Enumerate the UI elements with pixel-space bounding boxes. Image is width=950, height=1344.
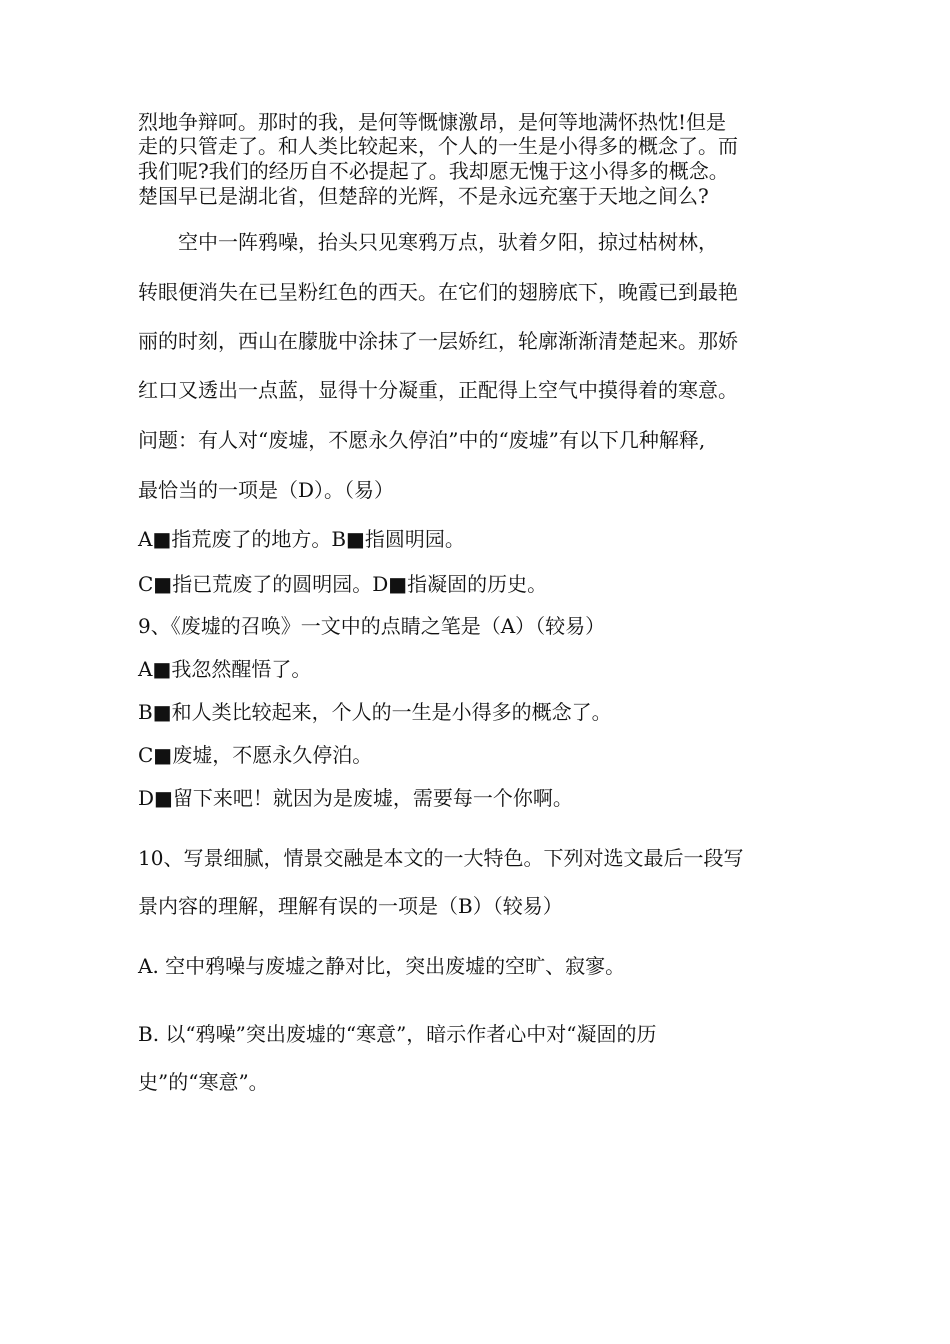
question-8-stem-line-2: 最恰当的一项是（D）。（易） xyxy=(138,478,395,502)
paragraph-1-line-4: 楚国早已是湖北省，但楚辞的光辉，不是永远充塞于天地之间么? xyxy=(138,184,709,208)
paragraph-2-line-4: 红口又透出一点蓝，显得十分凝重，正配得上空气中摸得着的寒意。 xyxy=(138,378,738,402)
question-8-options-line-2: C■指已荒废了的圆明园。D■指凝固的历史。 xyxy=(138,572,548,596)
question-10-option-b-line-2: 史”的“寒意”。 xyxy=(138,1070,269,1094)
question-10-stem-line-1: 10、写景细腻，情景交融是本文的一大特色。下列对选文最后一段写 xyxy=(138,846,744,870)
question-8-stem-line-1: 问题：有人对“废墟，不愿永久停泊”中的“废墟”有以下几种解释, xyxy=(138,428,706,452)
question-9-stem: 9、《废墟的召唤》一文中的点睛之笔是（A）（较易） xyxy=(138,614,606,638)
question-9-option-c: C■废墟，不愿永久停泊。 xyxy=(138,743,373,767)
paragraph-1-line-3: 我们呢?我们的经历自不必提起了。我却愿无愧于这小得多的概念。 xyxy=(138,159,729,183)
paragraph-1-line-1: 烈地争辩呵。那时的我，是何等慨慷激昂，是何等地满怀热忱!但是 xyxy=(138,110,727,134)
question-10-option-a: A. 空中鸦噪与废墟之静对比，突出废墟的空旷、寂寥。 xyxy=(138,954,626,978)
paragraph-2-line-2: 转眼便消失在已呈粉红色的西天。在它们的翅膀底下，晚霞已到最艳 xyxy=(138,280,738,304)
question-9-option-a: A■我忽然醒悟了。 xyxy=(138,657,312,681)
question-8-options-line-1: A■指荒废了的地方。B■指圆明园。 xyxy=(138,527,465,551)
paragraph-1-line-2: 走的只管走了。和人类比较起来，个人的一生是小得多的概念了。而 xyxy=(138,134,738,158)
paragraph-2-line-3: 丽的时刻，西山在朦胧中涂抹了一层娇红，轮廓渐渐清楚起来。那娇 xyxy=(138,329,738,353)
paragraph-2-line-1: 空中一阵鸦噪，抬头只见寒鸦万点，驮着夕阳，掠过枯树林， xyxy=(138,230,718,254)
question-9-option-b: B■和人类比较起来，个人的一生是小得多的概念了。 xyxy=(138,700,612,724)
question-9-option-d: D■留下来吧！就因为是废墟，需要每一个你啊。 xyxy=(138,786,573,810)
question-10-option-b-line-1: B. 以“鸦噪”突出废墟的“寒意”，暗示作者心中对“凝固的历 xyxy=(138,1022,657,1046)
question-10-stem-line-2: 景内容的理解，理解有误的一项是（B）（较易） xyxy=(138,894,563,918)
